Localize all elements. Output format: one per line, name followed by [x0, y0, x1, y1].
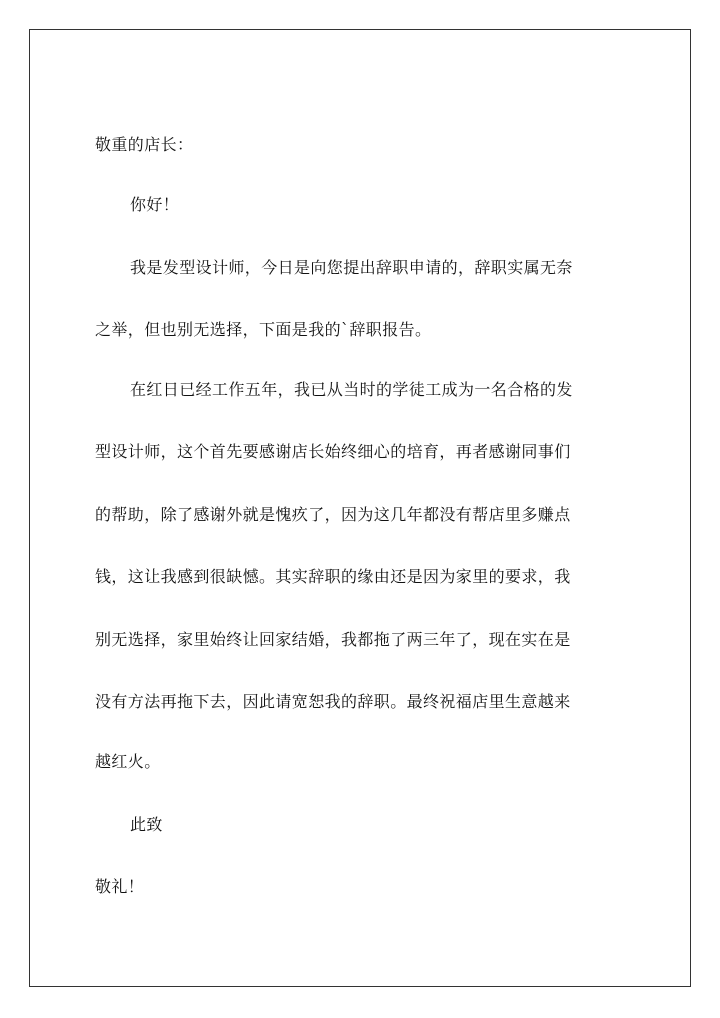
body-line-5: 的帮助，除了感谢外就是愧疚了，因为这几年都没有帮店里多赚点 [95, 505, 571, 524]
greeting: 你好！ [130, 195, 180, 214]
body-line-8: 没有方法再拖下去，因此请宽恕我的辞职。最终祝福店里生意越来 [95, 692, 571, 711]
body-line-6: 钱，这让我感到很缺憾。其实辞职的缘由还是因为家里的要求，我 [95, 567, 571, 586]
body-line-2: 之举，但也别无选择，下面是我的`辞职报告。 [95, 320, 432, 339]
body-line-7: 别无选择，家里始终让回家结婚，我都拖了两三年了，现在实在是 [95, 630, 571, 649]
body-line-1: 我是发型设计师，今日是向您提出辞职申请的，辞职实属无奈 [130, 258, 573, 277]
body-line-4: 型设计师，这个首先要感谢店长始终细心的培育，再者感谢同事们 [95, 442, 571, 461]
body-line-9: 越红火。 [95, 752, 161, 771]
body-line-3: 在红日已经工作五年，我已从当时的学徒工成为一名合格的发 [130, 380, 573, 399]
closing-2: 敬礼！ [95, 877, 145, 896]
salutation: 敬重的店长： [95, 135, 194, 154]
closing-1: 此致 [130, 815, 163, 834]
